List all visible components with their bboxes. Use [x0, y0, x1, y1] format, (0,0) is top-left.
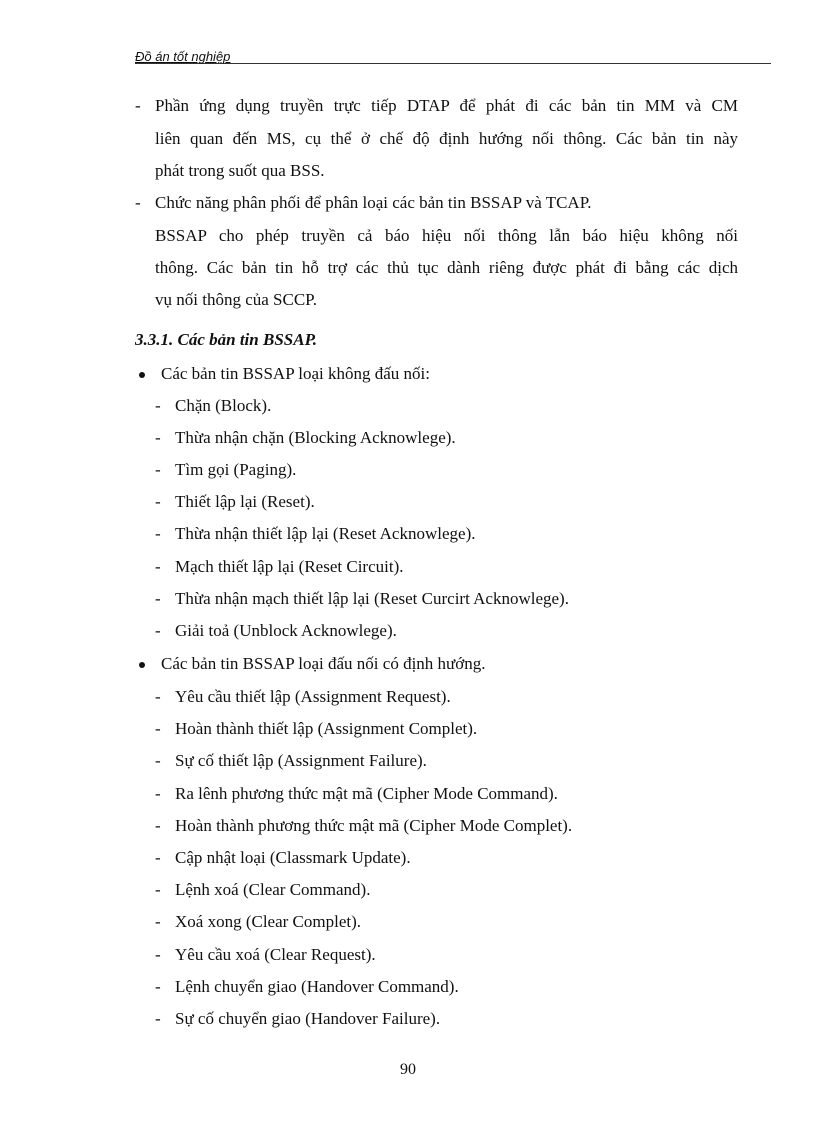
paragraph-line: Chức năng phân phối để phân loại các bản tin BSSAP và TCAP.	[155, 193, 592, 212]
dash-marker: -	[135, 96, 141, 115]
page-number: 90	[400, 1061, 416, 1078]
header-title: Đồ án tốt nghiệp	[135, 49, 231, 64]
bullet-icon	[139, 372, 145, 378]
paragraph-line: thông. Các bản tin hỗ trợ các thủ tục dành riêng được phát đi bằng các dịch	[155, 258, 738, 277]
paragraph-line: BSSAP cho phép truyền cả báo hiệu nối thông lẫn báo hiệu không nối	[155, 226, 738, 245]
paragraph-line: Phần ứng dụng truyền trực tiếp DTAP để phát đi các bản tin MM và CM	[155, 96, 738, 115]
paragraph-line: phát trong suốt qua BSS.	[155, 161, 325, 180]
paragraph-line: liên quan đến MS, cụ thể ở chế độ định hướng nối thông. Các bản tin này	[155, 129, 738, 148]
paragraph-line: vụ nối thông của SCCP.	[155, 290, 317, 309]
group-title: Các bản tin BSSAP loại không đấu nối:	[161, 364, 431, 383]
dash-marker: -	[135, 193, 141, 212]
group-title: Các bản tin BSSAP loại đấu nối có định hướng.	[161, 654, 486, 673]
page-header	[135, 49, 771, 64]
bullet-icon	[139, 662, 145, 668]
section-heading: 3.3.1. Các bản tin BSSAP.	[135, 330, 318, 349]
